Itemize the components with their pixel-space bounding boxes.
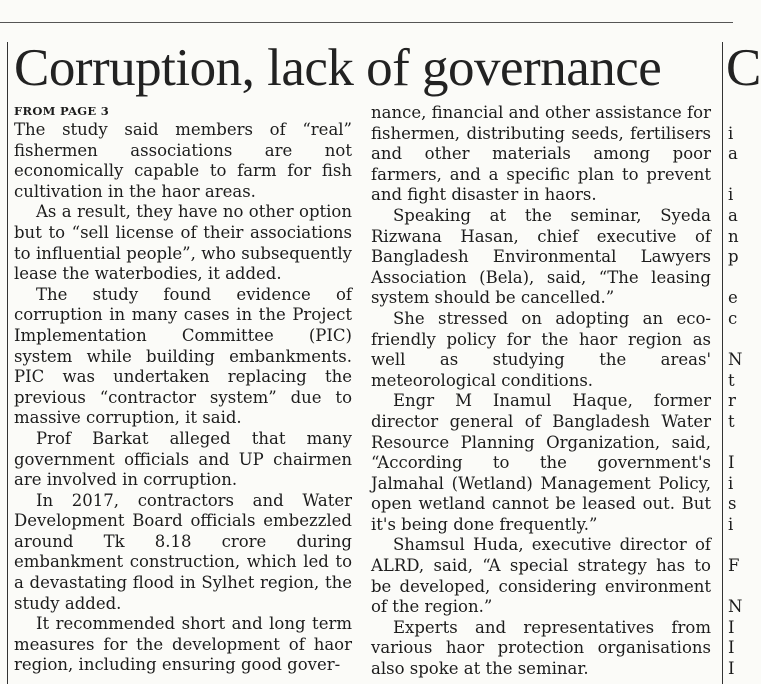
paragraph: Experts and representatives from various haor protection organisations also spoke at the seminar.: [371, 617, 711, 679]
paragraph: She stressed on adopting an eco-friendly policy for the haor region as well as studying the areas' meteorological conditions.: [371, 308, 711, 390]
paragraph: nance, financial and other assistance for fishermen, distributing seeds, fertilisers and other materials among poor farmers, and a specific plan to prevent and fight disaster in haors.: [371, 103, 711, 205]
cropped-line-fragment: t: [728, 370, 735, 390]
cropped-line-fragment: I: [728, 659, 735, 679]
cropped-line-fragment: I: [728, 453, 735, 473]
cropped-line-fragment: p: [728, 247, 739, 267]
cropped-line-fragment: [728, 433, 733, 454]
adjacent-article-column-fragment: [728, 103, 743, 680]
paragraph: Shamsul Huda, executive director of ALRD, said, “A special strategy has to be developed, considering environment of the region.”: [371, 535, 711, 617]
cropped-line-fragment: N: [728, 350, 743, 370]
paragraph: The study found evidence of corruption in many cases in the Project Implementation Committee (PIC) system while building embankments. PIC was undertaken replacing the previous “contractor system” due to massive corruption, it said.: [14, 284, 352, 428]
cropped-line-fragment: n: [728, 226, 739, 246]
paragraph: Speaking at the seminar, Syeda Rizwana Hasan, chief executive of Bangladesh Environmental Lawyers Association (Bela), said, “The leasing system should be cancelled.”: [371, 205, 711, 308]
article-column-1: [14, 103, 352, 676]
paragraph: Engr M Inamul Haque, former director general of Bangladesh Water Resource Planning Organization, said, “According to the government's Jalmahal (Wetland) Management Policy, open wetland cannot be leased out. But it's being done frequently.”: [371, 391, 711, 534]
cropped-line-fragment: s: [728, 494, 737, 514]
cropped-line-fragment: i: [728, 514, 734, 534]
cropped-line-fragment: [728, 535, 733, 556]
cropped-line-fragment: e: [728, 288, 738, 308]
cropped-line-fragment: a: [728, 144, 738, 164]
cropped-line-fragment: [728, 165, 733, 186]
cropped-line-fragment: r: [728, 391, 736, 411]
top-rule: [0, 22, 733, 23]
paragraph: As a result, they have no other option but to “sell license of their associations to influential people”, who subsequently lease the waterbodies, it added.: [14, 202, 352, 284]
headline: Corruption, lack of governance: [14, 39, 662, 97]
cropped-line-fragment: c: [728, 308, 738, 328]
left-column-rule: [7, 42, 8, 684]
cropped-line-fragment: [728, 577, 733, 598]
cropped-line-fragment: i: [728, 185, 734, 205]
paragraph: Prof Barkat alleged that many government officials and UP chairmen are involved in corruption.: [14, 428, 352, 490]
cropped-line-fragment: t: [728, 411, 735, 431]
cropped-line-fragment: i: [728, 123, 734, 143]
continuation-kicker: FROM PAGE 3: [14, 104, 110, 118]
cropped-line-fragment: I: [728, 617, 735, 637]
cropped-line-fragment: [728, 330, 733, 351]
paragraph: In 2017, contractors and Water Development Board officials embezzled around Tk 8.18 crore during embankment construction, which led to a devastating flood in Sylhet region, the study added.: [14, 490, 352, 613]
cropped-line-fragment: i: [728, 473, 734, 493]
article-column-2: [371, 103, 711, 680]
cropped-line-fragment: I: [728, 638, 735, 658]
paragraph: The study said members of “real” fishermen associations are not economically capable to farm for fish cultivation in the haor areas.: [14, 120, 352, 201]
cropped-line-fragment: a: [728, 205, 738, 225]
cropped-line-fragment: F: [728, 556, 740, 576]
right-column-rule: [722, 42, 723, 684]
cropped-line-fragment: [728, 268, 733, 289]
adjacent-headline-fragment: C: [726, 39, 761, 97]
cropped-line-fragment: [728, 103, 733, 124]
paragraph: It recommended short and long term measures for the development of haor region, including ensuring good gover-: [14, 614, 352, 675]
cropped-line-fragment: N: [728, 597, 743, 617]
